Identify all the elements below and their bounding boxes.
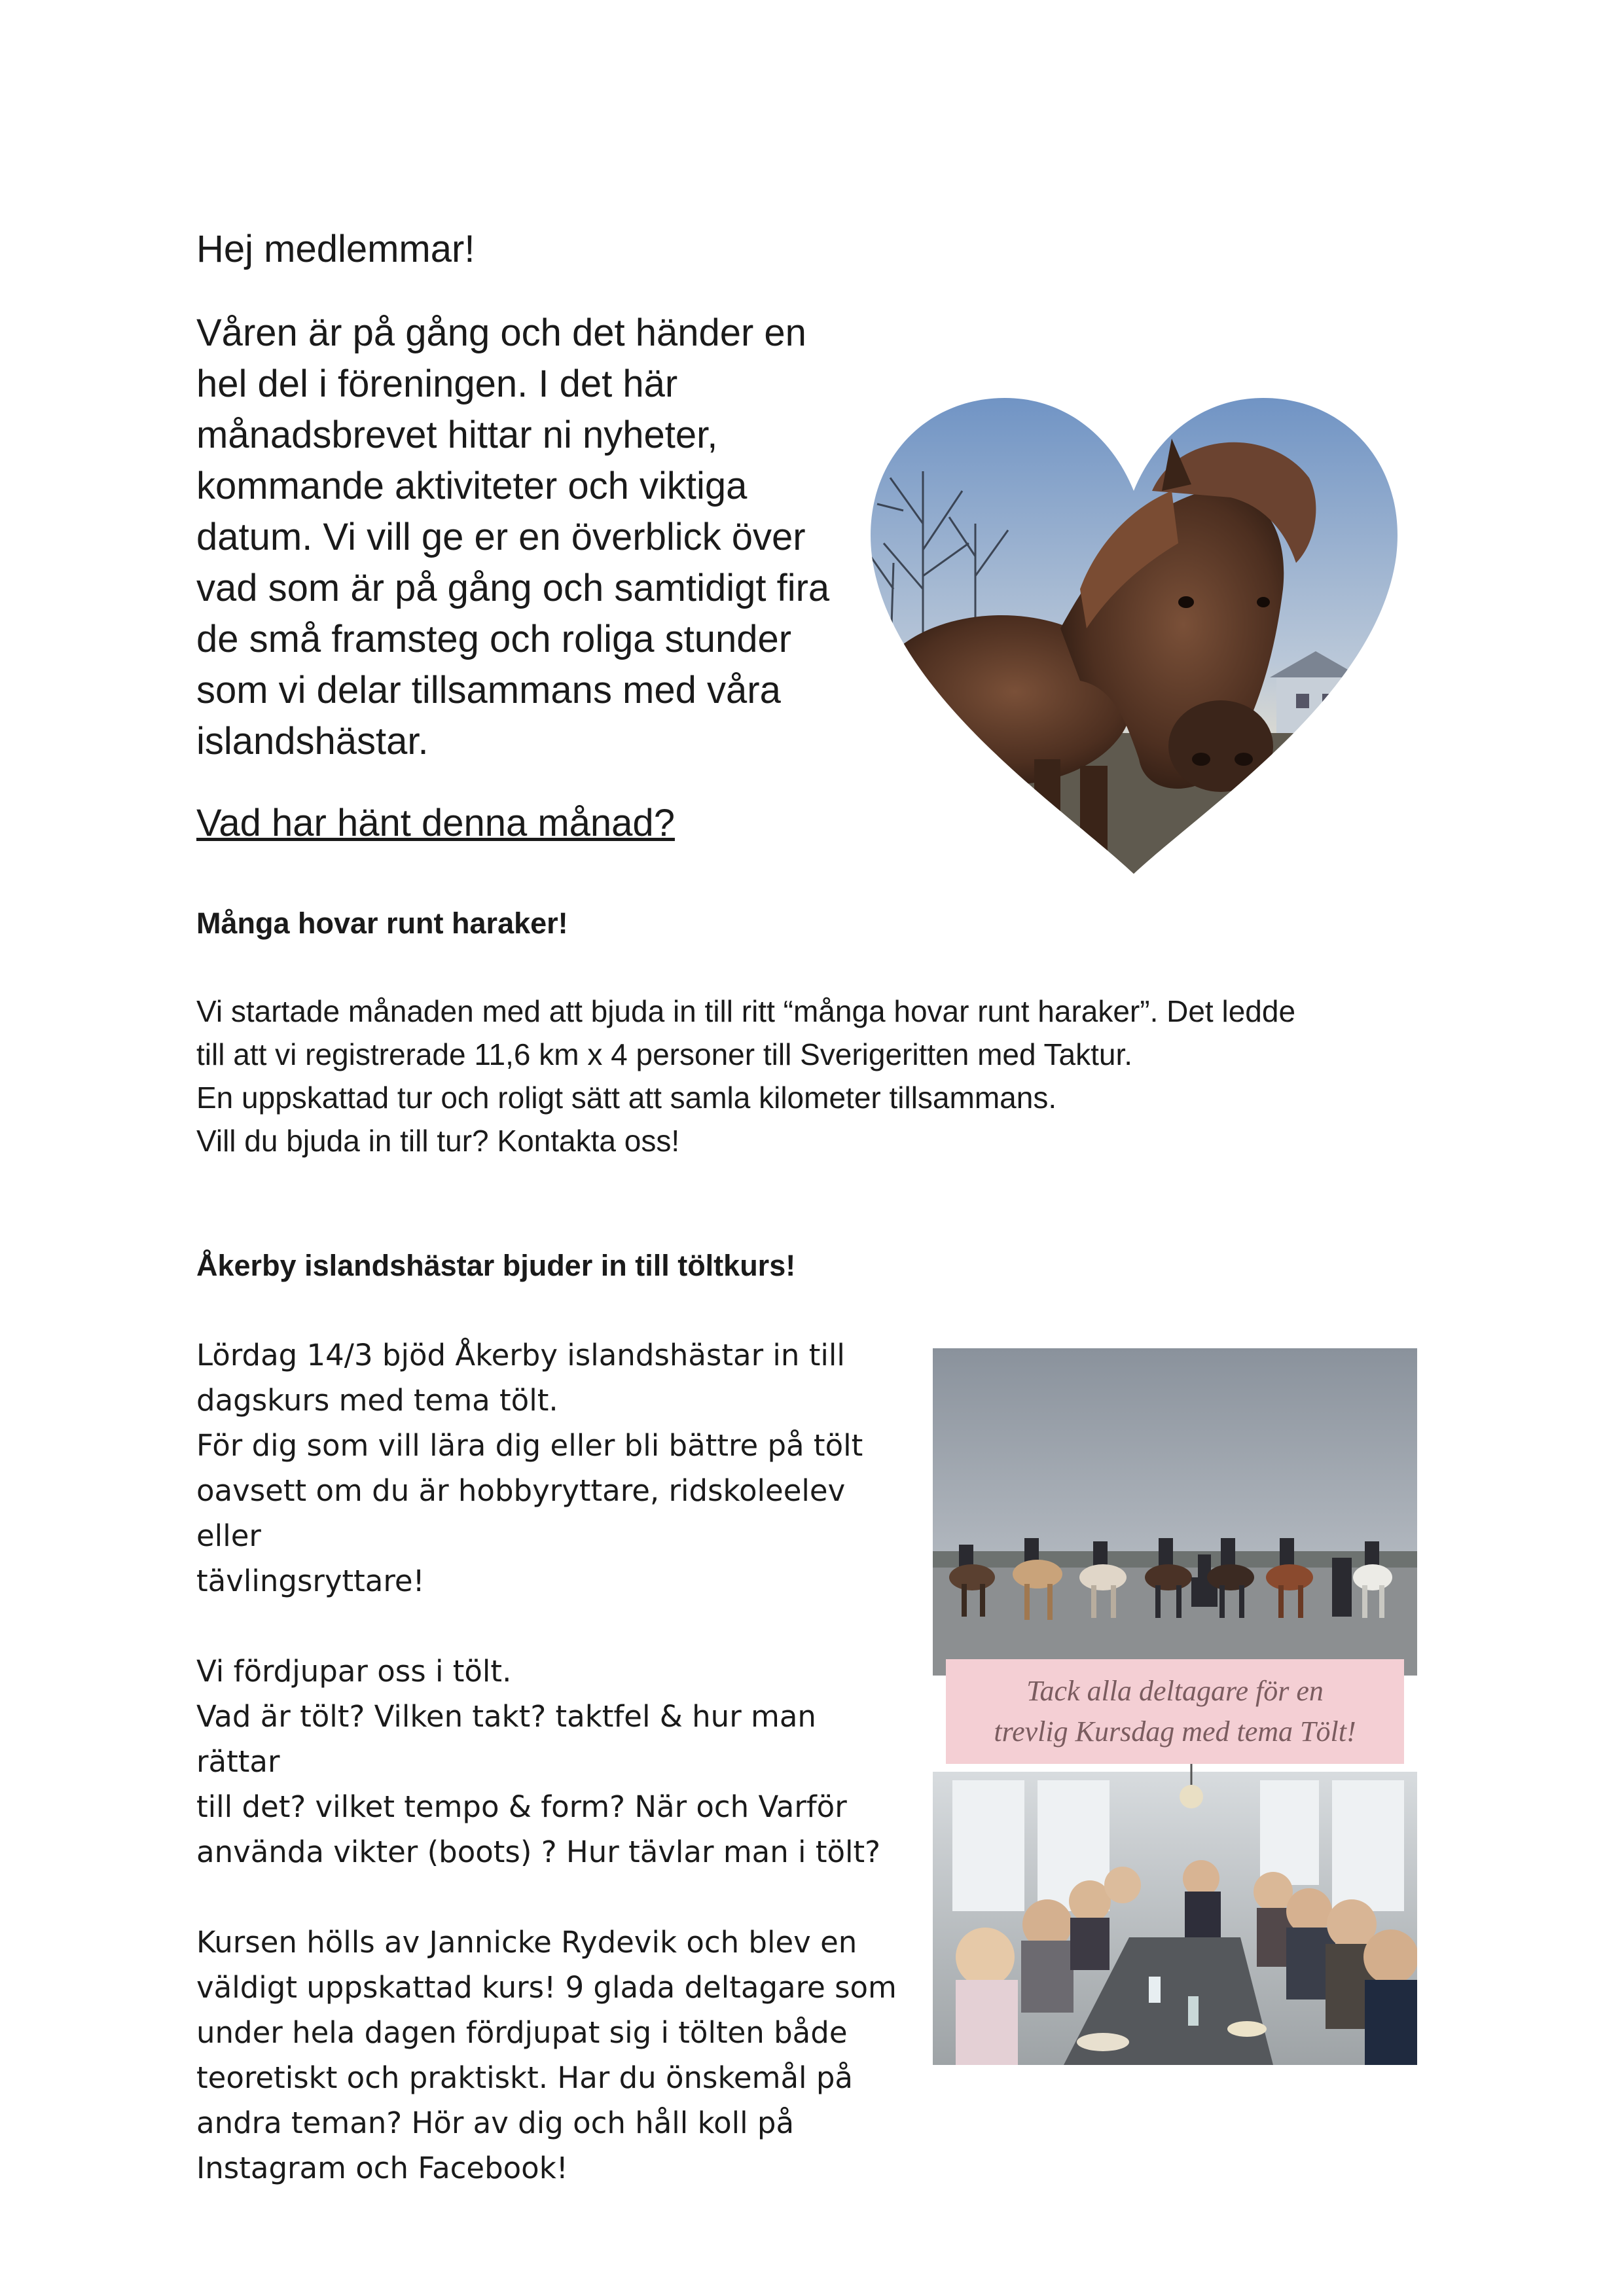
section2-line: Vad är tölt? Vilken takt? taktfel & hur man rättar	[196, 1699, 816, 1779]
section2-line: till det? vilket tempo & form? När och Varför	[196, 1789, 847, 1824]
section2-line: andra teman? Hör av dig och håll koll på	[196, 2106, 795, 2140]
intro-paragraph: Våren är på gång och det händer en hel del i föreningen. I det här månadsbrevet hittar ni nyheter, kommande aktiviteter och viktiga datum. Vi vill ge er en överblick över vad som är på gång och samtidigt fira de små framsteg och roliga stunder som vi delar tillsammans med våra islandshästar.	[196, 312, 830, 762]
section2-line: under hela dagen fördjupat sig i tölten både	[196, 2015, 848, 2050]
section1-line: Vi startade månaden med att bjuda in till ritt “många hovar runt haraker”. Det ledde	[196, 994, 1296, 1028]
section2-heading: Åkerby islandshästar bjuder in till töltkurs!	[196, 1249, 796, 1282]
section2-line: För dig som vill lära dig eller bli bättre på tölt	[196, 1428, 863, 1463]
section2-line: Lördag 14/3 bjöd Åkerby islandshästar in till	[196, 1338, 845, 1372]
section2-line: Kursen hölls av Jannicke Rydevik och blev en	[196, 1925, 857, 1960]
section1-line: Vill du bjuda in till tur? Kontakta oss!	[196, 1124, 680, 1158]
section2-line: använda vikter (boots) ? Hur tävlar man i tölt?	[196, 1835, 881, 1869]
section-link-month[interactable]: Vad har hänt denna månad?	[196, 802, 675, 844]
caption-line-1: Tack alla deltagare för en	[1026, 1675, 1324, 1707]
caption-line-2: trevlig Kursdag med tema Tölt!	[994, 1715, 1356, 1748]
greeting-heading: Hej medlemmar!	[196, 228, 475, 270]
section2-line: tävlingsryttare!	[196, 1564, 425, 1598]
section1-line: till att vi registrerade 11,6 km x 4 personer till Sverigeritten med Taktur.	[196, 1037, 1133, 1071]
section1-line: En uppskattad tur och roligt sätt att samla kilometer tillsammans.	[196, 1081, 1057, 1115]
heart-horse-photo-icon	[864, 393, 1404, 877]
section2-line: väldigt uppskattad kurs! 9 glada deltagare som	[196, 1970, 897, 2005]
section2-line: oavsett om du är hobbyryttare, ridskoleelev eller	[196, 1473, 846, 1553]
section2-line: teoretiskt och praktiskt. Har du önskemål på	[196, 2060, 853, 2095]
section2-line: Vi fördjupar oss i tölt.	[196, 1654, 512, 1689]
section1-paragraph	[196, 990, 1440, 1162]
course-photo	[933, 1348, 1417, 2065]
section2-text	[196, 1333, 903, 2191]
section2-line: Instagram och Facebook!	[196, 2151, 568, 2185]
section1-heading: Många hovar runt haraker!	[196, 906, 568, 940]
section2-line: dagskurs med tema tölt.	[196, 1383, 558, 1418]
